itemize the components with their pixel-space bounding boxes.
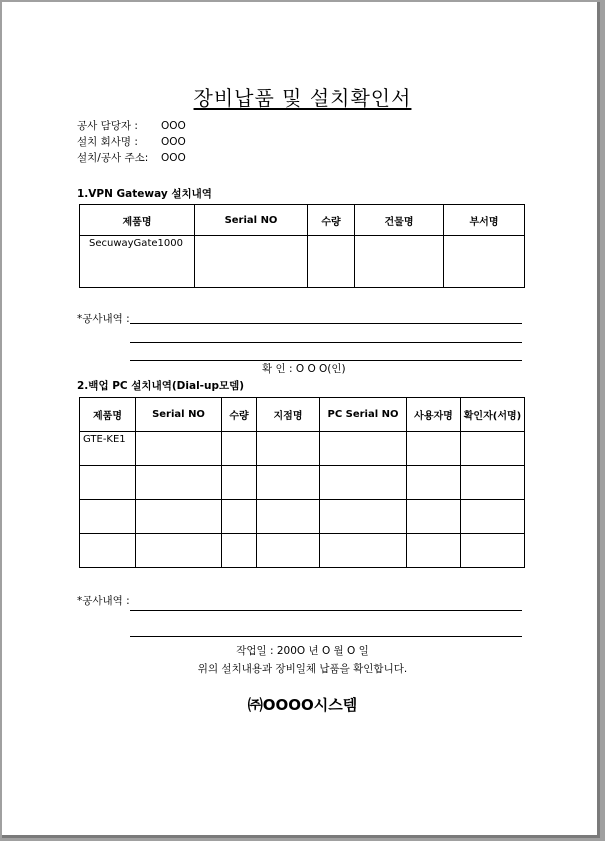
cell-branch bbox=[257, 534, 320, 568]
cell-pc-serial bbox=[320, 432, 407, 466]
header-serial: Serial NO bbox=[195, 205, 308, 236]
cell-serial bbox=[136, 500, 222, 534]
section2-heading: 2.백업 PC 설치내역(Dial-up모뎀) bbox=[77, 380, 245, 392]
info-address: 설치/공사 주소: OOO bbox=[77, 152, 186, 164]
cell-pc-serial bbox=[320, 466, 407, 500]
cell-pc-serial bbox=[320, 500, 407, 534]
cell-building bbox=[355, 236, 444, 288]
cell-pc-serial bbox=[320, 534, 407, 568]
table-header-row bbox=[80, 205, 525, 236]
work-note-2-line bbox=[130, 610, 522, 611]
cell-product bbox=[80, 534, 136, 568]
table-row bbox=[80, 466, 525, 500]
cell-confirmer bbox=[461, 534, 525, 568]
cell-user bbox=[407, 466, 461, 500]
work-note-1-line bbox=[130, 342, 522, 343]
cell-confirmer bbox=[461, 432, 525, 466]
cell-department bbox=[444, 236, 525, 288]
table-header-row bbox=[80, 398, 525, 432]
cell-product bbox=[80, 466, 136, 500]
work-note-1-line bbox=[130, 323, 522, 324]
cell-user bbox=[407, 432, 461, 466]
work-note-2-line bbox=[130, 636, 522, 637]
section1-heading: 1.VPN Gateway 설치내역 bbox=[77, 188, 212, 200]
confirmation-statement: 위의 설치내용과 장비일체 납품을 확인합니다. bbox=[197, 663, 408, 675]
cell-serial bbox=[136, 432, 222, 466]
cell-serial bbox=[136, 466, 222, 500]
header-quantity: 수량 bbox=[308, 205, 355, 236]
cell-quantity bbox=[308, 236, 355, 288]
header-pc-serial: PC Serial NO bbox=[320, 398, 407, 432]
confirm-signature: 확 인 : O O O(인) bbox=[262, 363, 346, 375]
header-product: 제품명 bbox=[80, 398, 136, 432]
header-department: 부서명 bbox=[444, 205, 525, 236]
cell-quantity bbox=[222, 500, 257, 534]
cell-user bbox=[407, 500, 461, 534]
cell-branch bbox=[257, 466, 320, 500]
backup-pc-table bbox=[79, 397, 525, 568]
cell-quantity bbox=[222, 534, 257, 568]
table-row bbox=[80, 500, 525, 534]
work-note-1-label: *공사내역 : bbox=[77, 313, 130, 325]
header-branch: 지점명 bbox=[257, 398, 320, 432]
cell-serial bbox=[195, 236, 308, 288]
header-confirmer: 확인자(서명) bbox=[461, 398, 525, 432]
cell-confirmer bbox=[461, 500, 525, 534]
table-row bbox=[80, 236, 525, 288]
cell-branch bbox=[257, 500, 320, 534]
info-company: 설치 회사명 : OOO bbox=[77, 136, 186, 148]
cell-branch bbox=[257, 432, 320, 466]
cell-quantity bbox=[222, 432, 257, 466]
header-serial: Serial NO bbox=[136, 398, 222, 432]
cell-confirmer bbox=[461, 466, 525, 500]
cell-quantity bbox=[222, 466, 257, 500]
cell-user bbox=[407, 534, 461, 568]
header-building: 건물명 bbox=[355, 205, 444, 236]
header-quantity: 수량 bbox=[222, 398, 257, 432]
work-note-2-label: *공사내역 : bbox=[77, 595, 130, 607]
cell-product: GTE-KE1 bbox=[80, 432, 136, 466]
vpn-gateway-table bbox=[79, 204, 525, 288]
header-product: 제품명 bbox=[80, 205, 195, 236]
work-date: 작업일 : 200O 년 O 월 O 일 bbox=[236, 645, 369, 657]
cell-product bbox=[80, 500, 136, 534]
table-row bbox=[80, 432, 525, 466]
company-name: ㈜OOOO시스템 bbox=[247, 696, 358, 714]
cell-product: SecuwayGate1000 bbox=[80, 236, 195, 288]
cell-serial bbox=[136, 534, 222, 568]
table-row bbox=[80, 534, 525, 568]
header-user: 사용자명 bbox=[407, 398, 461, 432]
document-title: 장비납품 및 설치확인서 bbox=[193, 86, 412, 110]
info-manager: 공사 담당자 : OOO bbox=[77, 120, 186, 132]
